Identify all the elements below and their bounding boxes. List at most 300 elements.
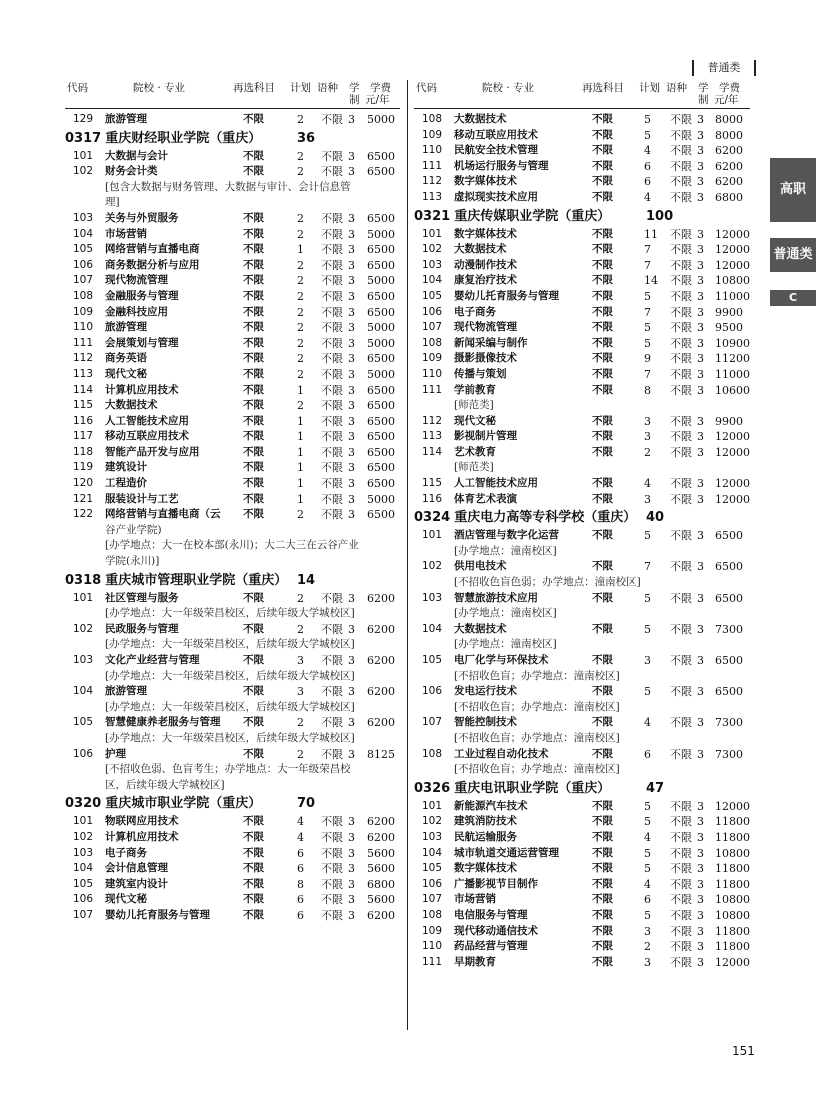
requirement: 不限 (243, 492, 264, 505)
plan-count: 8 (297, 877, 304, 891)
language: 不限 (670, 227, 692, 241)
major-name: 服装设计与工艺 (105, 492, 179, 505)
language: 不限 (670, 274, 692, 288)
major-name: 人工智能技术应用 (105, 414, 189, 427)
requirement: 不限 (243, 445, 264, 458)
major-code: 101 (422, 529, 443, 542)
tuition-fee: 12000 (715, 799, 750, 813)
program-length: 3 (697, 274, 704, 288)
language: 不限 (670, 243, 692, 257)
requirement: 不限 (243, 654, 264, 666)
major-code: 109 (73, 305, 94, 318)
requirement: 不限 (243, 113, 264, 125)
plan-count: 8 (644, 383, 651, 397)
tuition-fee: 11800 (715, 940, 750, 954)
tuition-fee: 6200 (715, 175, 743, 189)
plan-count: 6 (297, 846, 304, 860)
tuition-fee: 11800 (715, 924, 750, 938)
table-row (65, 908, 400, 924)
program-length: 3 (697, 477, 704, 491)
side-tab-letter: C (770, 290, 816, 306)
tuition-fee: 6500 (367, 243, 395, 257)
requirement: 不限 (243, 430, 264, 443)
major-code: 106 (422, 305, 443, 318)
major-code: 105 (422, 862, 443, 875)
table-row (414, 684, 750, 700)
plan-count: 5 (644, 862, 651, 876)
major-name: 民航运输服务 (454, 830, 517, 843)
table-row (414, 351, 750, 367)
requirement: 不限 (243, 289, 264, 302)
major-note: [办学地点：潼南校区] (454, 607, 557, 620)
plan-count: 14 (644, 274, 658, 288)
table-row (414, 653, 750, 669)
major-name: 体育艺术表演 (454, 492, 517, 505)
requirement: 不限 (243, 877, 264, 890)
table-row (414, 190, 750, 206)
language: 不限 (321, 508, 343, 522)
requirement: 不限 (243, 622, 264, 635)
table-row (414, 305, 750, 321)
major-code: 103 (422, 830, 443, 843)
plan-count: 5 (644, 591, 651, 605)
table-row (414, 112, 750, 128)
requirement: 不限 (592, 716, 613, 729)
tuition-fee: 9500 (715, 321, 743, 335)
language: 不限 (321, 149, 343, 163)
program-length: 3 (697, 305, 704, 319)
major-code: 108 (73, 289, 94, 302)
school-name: 重庆电力高等专科学校（重庆） (454, 510, 637, 526)
language: 不限 (321, 492, 343, 506)
major-note: [不招收色盲色弱；办学地点：潼南校区] (454, 576, 641, 589)
major-code: 101 (73, 815, 94, 828)
major-code: 102 (422, 815, 443, 828)
table-row (414, 143, 750, 159)
program-length: 3 (348, 747, 355, 761)
major-note: [不招收色弱、色盲考生；办学地点：大一年级荣昌校区，后续年级大学城校区] (105, 763, 351, 791)
major-note: [办学地点：潼南校区] (454, 638, 557, 651)
major-name: 移动互联应用技术 (454, 128, 538, 141)
program-length: 3 (697, 799, 704, 813)
school-heading (414, 509, 750, 526)
requirement: 不限 (243, 508, 264, 521)
table-row (65, 149, 400, 165)
major-code: 114 (73, 383, 94, 396)
plan-count: 2 (297, 274, 304, 288)
program-length: 3 (348, 414, 355, 428)
header-plan: 计划 (639, 82, 660, 94)
major-code: 109 (422, 924, 443, 937)
plan-count: 3 (297, 654, 304, 667)
tuition-fee: 11800 (715, 815, 750, 829)
major-name: 摄影摄像技术 (454, 352, 517, 365)
major-name: 影视制片管理 (454, 430, 517, 443)
major-name: 婴幼儿托育服务与管理 (105, 908, 210, 921)
school-total-plan: 14 (297, 572, 316, 588)
table-row (65, 242, 400, 258)
requirement: 不限 (243, 830, 264, 843)
tuition-fee: 5000 (367, 492, 395, 506)
plan-count: 5 (644, 529, 651, 543)
tuition-fee: 6500 (367, 211, 395, 225)
major-code: 101 (422, 799, 443, 812)
tuition-fee: 11000 (715, 367, 750, 381)
major-name: 建筑消防技术 (454, 815, 517, 828)
school-code: 0321 (414, 208, 451, 224)
table-row (414, 846, 750, 862)
major-name: 传播与策划 (454, 367, 507, 380)
major-name: 现代文秘 (105, 367, 147, 380)
language: 不限 (670, 591, 692, 605)
tuition-fee: 5000 (367, 274, 395, 288)
table-row (65, 273, 400, 289)
requirement: 不限 (592, 289, 613, 302)
major-name: 发电运行技术 (454, 685, 517, 698)
left-column (65, 112, 400, 924)
major-name: 金融服务与管理 (105, 289, 179, 302)
plan-count: 4 (644, 716, 651, 730)
table-row (414, 320, 750, 336)
program-length: 3 (348, 399, 355, 413)
major-name: 民政服务与管理 (105, 622, 179, 635)
plan-count: 11 (644, 227, 658, 241)
language: 不限 (321, 211, 343, 225)
major-name: 大数据技术 (454, 243, 507, 256)
school-code: 0318 (65, 572, 102, 588)
tuition-fee: 6500 (715, 685, 743, 699)
language: 不限 (321, 862, 343, 876)
major-code: 103 (73, 211, 94, 224)
table-row (414, 939, 750, 955)
requirement: 不限 (243, 367, 264, 380)
major-name: 康复治疗技术 (454, 274, 517, 287)
school-name: 重庆城市管理职业学院（重庆） (105, 572, 288, 588)
plan-count: 2 (297, 321, 304, 335)
major-code: 104 (422, 622, 443, 635)
language: 不限 (670, 144, 692, 158)
school-total-plan: 70 (297, 796, 316, 812)
major-note: [办学地点：大一年级荣昌校区，后续年级大学城校区] (105, 638, 355, 651)
language: 不限 (670, 940, 692, 954)
program-length: 3 (348, 877, 355, 891)
language: 不限 (670, 159, 692, 173)
major-code: 101 (73, 591, 94, 604)
language: 不限 (670, 190, 692, 204)
requirement: 不限 (243, 716, 264, 729)
program-length: 3 (697, 430, 704, 444)
plan-count: 2 (644, 940, 651, 954)
tuition-fee: 5600 (367, 893, 395, 907)
major-code: 104 (422, 274, 443, 287)
tuition-fee: 6500 (367, 445, 395, 459)
table-row (414, 476, 750, 492)
header-length-1: 学 (698, 82, 709, 94)
tuition-fee: 6500 (367, 165, 395, 179)
major-name: 智能控制技术 (454, 716, 517, 729)
program-length: 3 (348, 893, 355, 907)
header-requirement: 再选科目 (233, 82, 275, 94)
table-row (65, 367, 400, 383)
major-code: 111 (422, 955, 443, 968)
tuition-fee: 10800 (715, 908, 750, 922)
major-name: 城市轨道交通运营管理 (454, 846, 559, 859)
school-name-block (65, 795, 290, 812)
side-tab-vocational: 高职 (770, 158, 816, 222)
table-row (65, 112, 400, 128)
tuition-fee: 6200 (367, 830, 395, 844)
tuition-fee: 6500 (367, 383, 395, 397)
major-code: 106 (422, 685, 443, 698)
program-length: 3 (348, 165, 355, 179)
major-name: 社区管理与服务 (105, 591, 179, 604)
plan-count: 5 (644, 128, 651, 142)
major-note: [办学地点：大一年级荣昌校区，后续年级大学城校区] (105, 669, 355, 682)
language: 不限 (670, 830, 692, 844)
requirement: 不限 (243, 258, 264, 271)
requirement: 不限 (592, 274, 613, 287)
major-name: 现代文秘 (105, 893, 147, 906)
requirement: 不限 (592, 893, 613, 906)
major-name: 网络营销与直播电商（云 (105, 508, 221, 521)
major-code: 113 (422, 430, 443, 443)
table-row (65, 877, 400, 893)
major-code: 129 (73, 113, 94, 125)
major-code: 122 (73, 508, 94, 521)
major-code: 115 (422, 477, 443, 490)
header-length-1: 学 (349, 82, 360, 94)
requirement: 不限 (243, 591, 264, 604)
requirement: 不限 (592, 529, 613, 542)
major-name: 大数据技术 (454, 622, 507, 635)
plan-count: 2 (297, 367, 304, 381)
plan-count: 6 (297, 862, 304, 876)
table-row (65, 684, 400, 700)
program-length: 3 (348, 367, 355, 381)
major-note: [办学地点：潼南校区] (454, 544, 557, 557)
language: 不限 (670, 815, 692, 829)
program-length: 3 (697, 622, 704, 636)
table-row (65, 591, 400, 607)
program-length: 3 (348, 274, 355, 288)
major-name: 旅游管理 (105, 321, 147, 334)
table-row (414, 924, 750, 940)
program-length: 3 (348, 685, 355, 699)
school-total-plan: 36 (297, 130, 316, 146)
plan-count: 1 (297, 445, 304, 459)
language: 不限 (670, 289, 692, 303)
major-name: 建筑室内设计 (105, 877, 168, 890)
language: 不限 (670, 846, 692, 860)
requirement: 不限 (592, 243, 613, 256)
tuition-fee: 6500 (715, 654, 743, 667)
side-tab-general: 普通类 (770, 238, 816, 272)
plan-count: 2 (297, 227, 304, 241)
tuition-fee: 6500 (715, 560, 743, 574)
requirement: 不限 (592, 830, 613, 843)
major-code: 104 (73, 862, 94, 875)
program-length: 3 (697, 908, 704, 922)
language: 不限 (670, 862, 692, 876)
requirement: 不限 (592, 445, 613, 458)
table-row (414, 861, 750, 877)
major-code: 113 (422, 190, 443, 203)
major-name: 电子商务 (454, 305, 496, 318)
tuition-fee: 5000 (367, 336, 395, 350)
plan-count: 5 (644, 289, 651, 303)
plan-count: 4 (644, 477, 651, 491)
school-code: 0326 (414, 780, 451, 796)
major-name: 人工智能技术应用 (454, 477, 538, 490)
major-code: 106 (422, 877, 443, 890)
program-length: 3 (697, 529, 704, 543)
program-length: 3 (697, 128, 704, 142)
category-tag: 普通类 (692, 60, 756, 76)
plan-count: 3 (644, 924, 651, 938)
program-length: 3 (697, 113, 704, 126)
language: 不限 (321, 399, 343, 413)
requirement: 不限 (243, 414, 264, 427)
language: 不限 (321, 305, 343, 319)
major-code: 111 (73, 336, 94, 349)
major-name: 旅游管理 (105, 685, 147, 698)
program-length: 3 (697, 591, 704, 605)
table-row (414, 747, 750, 763)
major-name: 药品经营与管理 (454, 940, 528, 953)
major-code: 110 (422, 144, 443, 157)
major-note: [不招收色盲；办学地点：潼南校区] (454, 669, 620, 682)
table-row (414, 174, 750, 190)
plan-count: 5 (644, 113, 651, 126)
major-note: [办学地点：大一年级荣昌校区，后续年级大学城校区] (105, 607, 355, 620)
major-name: 电信服务与管理 (454, 908, 528, 921)
requirement: 不限 (592, 190, 613, 203)
language: 不限 (321, 274, 343, 288)
major-code: 106 (73, 747, 94, 760)
plan-count: 6 (644, 159, 651, 173)
program-length: 3 (348, 654, 355, 667)
tuition-fee: 12000 (715, 227, 750, 241)
language: 不限 (321, 445, 343, 459)
table-row (65, 398, 400, 414)
program-length: 3 (348, 321, 355, 335)
language: 不限 (670, 128, 692, 142)
major-code: 112 (422, 175, 443, 188)
tuition-fee: 6200 (715, 144, 743, 158)
major-name: 虚拟现实技术应用 (454, 190, 538, 203)
table-row (65, 320, 400, 336)
school-code: 0317 (65, 130, 102, 146)
tuition-fee: 8125 (367, 747, 395, 761)
language: 不限 (321, 830, 343, 844)
school-name: 重庆电讯职业学院（重庆） (454, 780, 611, 796)
program-length: 3 (348, 492, 355, 506)
tuition-fee: 12000 (715, 492, 750, 506)
tuition-fee: 10600 (715, 383, 750, 397)
program-length: 3 (348, 508, 355, 522)
school-name-block (65, 130, 290, 147)
major-code: 107 (422, 893, 443, 906)
tuition-fee: 6500 (367, 477, 395, 491)
program-length: 3 (348, 477, 355, 491)
program-length: 3 (697, 560, 704, 574)
program-length: 3 (697, 445, 704, 459)
plan-count: 6 (644, 175, 651, 189)
plan-count: 5 (644, 846, 651, 860)
major-name: 艺术教育 (454, 445, 496, 458)
language: 不限 (321, 383, 343, 397)
right-column (414, 112, 750, 970)
program-length: 3 (697, 190, 704, 204)
program-length: 3 (697, 685, 704, 699)
major-note: [不招收色盲；办学地点：潼南校区] (454, 763, 620, 776)
tuition-fee: 12000 (715, 243, 750, 257)
requirement: 不限 (243, 321, 264, 334)
major-code: 101 (73, 149, 94, 162)
language: 不限 (670, 908, 692, 922)
table-row (414, 591, 750, 607)
tuition-fee: 8000 (715, 113, 743, 126)
major-name: 移动互联应用技术 (105, 430, 189, 443)
school-total-plan: 100 (646, 208, 674, 224)
tuition-fee: 6500 (367, 430, 395, 444)
program-length: 3 (348, 716, 355, 730)
tuition-fee: 6500 (367, 149, 395, 163)
major-code: 106 (73, 258, 94, 271)
plan-count: 2 (297, 591, 304, 605)
program-length: 3 (697, 383, 704, 397)
requirement: 不限 (592, 305, 613, 318)
program-length: 3 (697, 321, 704, 335)
tuition-fee: 6500 (367, 289, 395, 303)
tuition-fee: 9900 (715, 414, 743, 428)
table-row (65, 622, 400, 638)
table-row (414, 414, 750, 430)
requirement: 不限 (592, 113, 613, 125)
major-code: 105 (422, 289, 443, 302)
major-code: 105 (73, 243, 94, 256)
requirement: 不限 (592, 321, 613, 334)
table-row (414, 289, 750, 305)
page-number: 151 (732, 1044, 755, 1058)
tuition-fee: 10800 (715, 274, 750, 288)
major-code: 105 (422, 654, 443, 666)
table-row (65, 164, 400, 180)
tuition-fee: 12000 (715, 955, 750, 969)
requirement: 不限 (243, 862, 264, 875)
language: 不限 (321, 747, 343, 761)
table-row (65, 892, 400, 908)
major-name: 大数据与会计 (105, 149, 168, 162)
requirement: 不限 (592, 336, 613, 349)
header-requirement: 再选科目 (582, 82, 624, 94)
major-code: 116 (422, 492, 443, 505)
plan-count: 7 (644, 560, 651, 574)
program-length: 3 (348, 113, 355, 126)
table-row (414, 383, 750, 399)
major-name: 新闻采编与制作 (454, 336, 528, 349)
major-code: 110 (422, 367, 443, 380)
language: 不限 (321, 591, 343, 605)
tuition-fee: 10800 (715, 893, 750, 907)
major-name: 动漫制作技术 (454, 258, 517, 271)
requirement: 不限 (592, 383, 613, 396)
column-divider (407, 80, 408, 1030)
program-length: 3 (348, 227, 355, 241)
major-name: 会计信息管理 (105, 862, 168, 875)
table-row (414, 799, 750, 815)
major-name: 数字媒体技术 (454, 175, 517, 188)
